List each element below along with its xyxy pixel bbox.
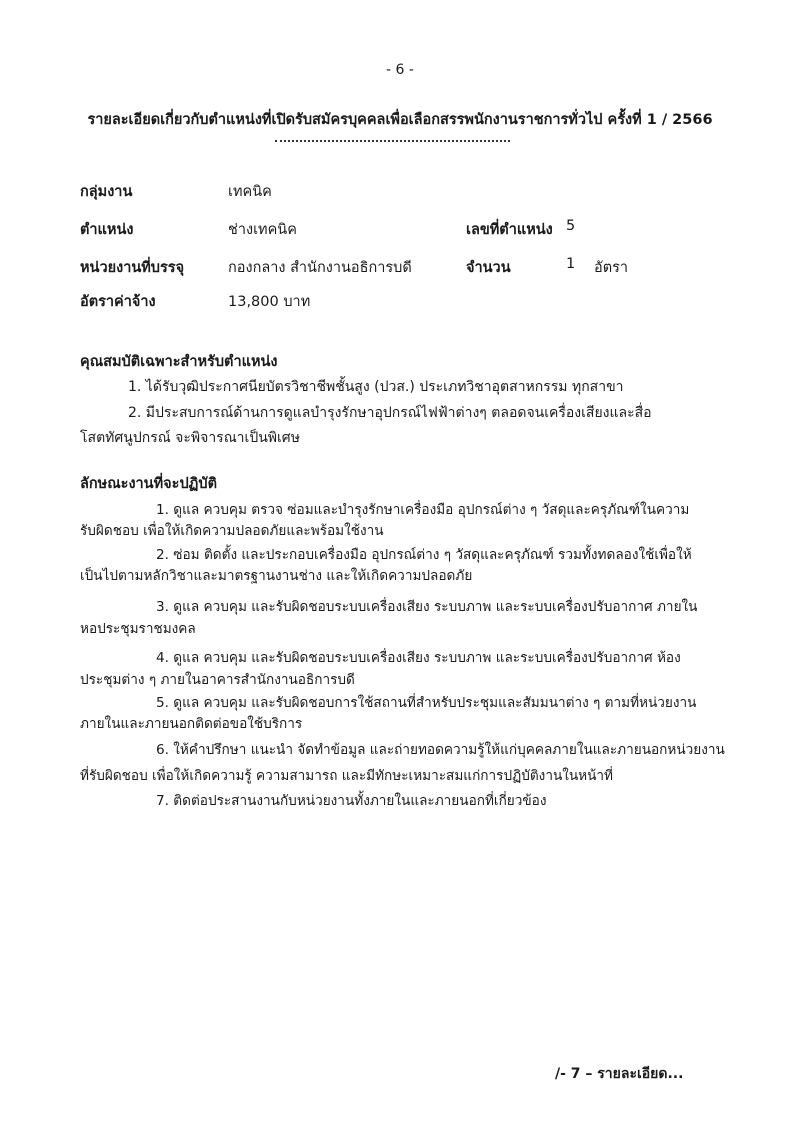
duty-5-cont: ภายในและภายนอกติดต่อขอใช้บริการ: [80, 716, 303, 732]
page-number: - 6 -: [386, 62, 414, 78]
duty-2-cont: เป็นไปตามหลักวิชาและมาตรฐานงานช่าง และให้เกิดความปลอดภัย: [80, 568, 473, 584]
duty-4: 4. ดูแล ควบคุม และรับผิดชอบระบบเครื่องเสียง ระบบภาพ และระบบเครื่องปรับอากาศ ห้อง: [156, 650, 681, 666]
position-number-label: เลขที่ตำแหน่ง: [466, 222, 553, 238]
duty-1: 1. ดูแล ควบคุม ตรวจ ซ่อมและบำรุงรักษาเครื่องมือ อุปกรณ์ต่าง ๆ วัสดุและครุภัณฑ์ในความ: [156, 502, 690, 518]
duty-3-cont: หอประชุมราชมงคล: [80, 621, 196, 637]
position-label: ตำแหน่ง: [80, 222, 134, 238]
count-unit: อัตรา: [594, 260, 629, 276]
unit-label: หน่วยงานที่บรรจุ: [80, 260, 185, 276]
group-label: กลุ่มงาน: [80, 184, 133, 200]
count-value: 1: [566, 256, 576, 272]
qualification-item-1: 1. ได้รับวุฒิประกาศนียบัตรวิชาชีพชั้นสูง (ปวส.) ประเภทวิชาอุตสาหกรรม ทุกสาขา: [128, 379, 624, 395]
duty-3: 3. ดูแล ควบคุม และรับผิดชอบระบบเครื่องเสียง ระบบภาพ และระบบเครื่องปรับอากาศ ภายใน: [156, 599, 698, 615]
qualification-item-2-cont: โสตทัศนูปกรณ์ จะพิจารณาเป็นพิเศษ: [80, 430, 300, 446]
duty-2: 2. ซ่อม ติดตั้ง และประกอบเครื่องมือ อุปกรณ์ต่าง ๆ วัสดุและครุภัณฑ์ รวมทั้งทดลองใช้เพื่อให้: [156, 547, 692, 563]
duty-5: 5. ดูแล ควบคุม และรับผิดชอบการใช้สถานที่สำหรับประชุมและสัมมนาต่าง ๆ ตามที่หน่วยงาน: [156, 695, 697, 711]
duty-6-cont: ที่รับผิดชอบ เพื่อให้เกิดความรู้ ความสามารถ และมีทักษะเหมาะสมแก่การปฏิบัติงานในหน้าที่: [80, 768, 614, 784]
count-label: จำนวน: [466, 260, 511, 276]
qualification-item-2: 2. มีประสบการณ์ด้านการดูแลบำรุงรักษาอุปกรณ์ไฟฟ้าต่างๆ ตลอดจนเครื่องเสียงและสื่อ: [128, 405, 652, 421]
duty-6: 6. ให้คำปรึกษา แนะนำ จัดทำข้อมูล และถ่ายทอดความรู้ให้แก่บุคคลภายในและภายนอกหน่วยงาน: [156, 742, 725, 758]
document-heading: รายละเอียดเกี่ยวกับตำแหน่งที่เปิดรับสมัครบุคคลเพื่อเลือกสรรพนักงานราชการทั่วไป ครั้งที่ 1 / 2566: [87, 112, 713, 128]
wage-label: อัตราค่าจ้าง: [80, 294, 156, 310]
position-value: ช่างเทคนิค: [228, 222, 297, 238]
wage-value: 13,800 บาท: [228, 294, 311, 310]
duties-title: ลักษณะงานที่จะปฏิบัติ: [80, 476, 217, 492]
unit-value: กองกลาง สำนักงานอธิการบดี: [228, 260, 412, 276]
dotted-underline: [275, 134, 510, 142]
group-value: เทคนิค: [228, 184, 272, 200]
duty-7: 7. ติดต่อประสานงานกับหน่วยงานทั้งภายในและภายนอกที่เกี่ยวข้อง: [156, 793, 547, 809]
continuation-footer: /- 7 – รายละเอียด...: [555, 1066, 684, 1082]
position-number-value: 5: [566, 218, 576, 234]
qualifications-title: คุณสมบัติเฉพาะสำหรับตำแหน่ง: [80, 354, 278, 370]
duty-4-cont: ประชุมต่าง ๆ ภายในอาคารสำนักงานอธิการบดี: [80, 672, 355, 688]
duty-1-cont: รับผิดชอบ เพื่อให้เกิดความปลอดภัยและพร้อมใช้งาน: [80, 523, 384, 539]
